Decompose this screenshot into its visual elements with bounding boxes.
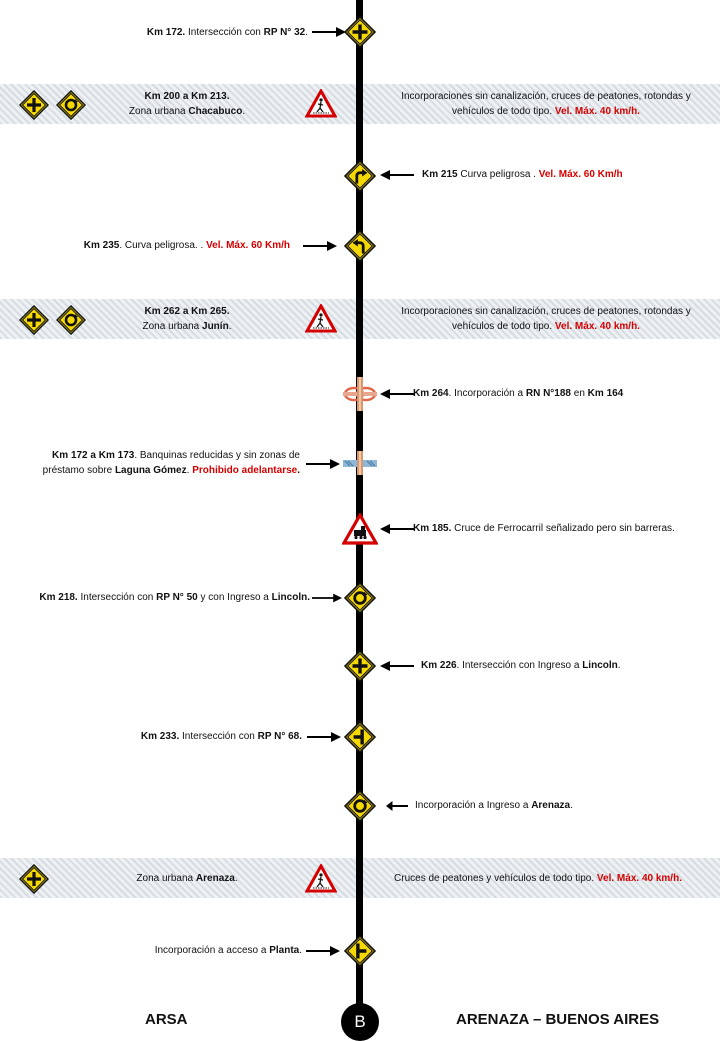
entry-ingreso-arenaza-label: Incorporación a Ingreso a Arenaza. — [415, 800, 573, 811]
railroad-crossing-sign-icon — [342, 513, 378, 546]
band-arenaza-right: Cruces de peatones y vehículos de todo tipo. Vel. Máx. 40 km/h. — [394, 873, 682, 884]
entry-km226-label: Km 226. Intersección con Ingreso a Lincoln. — [421, 660, 621, 671]
roundabout-sign-icon — [56, 305, 86, 335]
entry-km215-label: Km 215 Curva peligrosa . Vel. Máx. 60 Km/h — [422, 169, 623, 180]
entry-km172-label: Km 172. Intersección con RP N° 32. — [146, 27, 308, 38]
pedestrian-crossing-sign-icon — [305, 864, 337, 894]
interchange-icon — [342, 377, 378, 411]
entry-km264-label: Km 264. Incorporación a RN N°188 en Km 164 — [413, 388, 624, 399]
band-junin-right: Incorporaciones sin canalización, cruces de peatones, rotondas y vehículos de todo tipo. Vel. Máx. 40 km/h. — [401, 306, 691, 332]
entry-km235-label: Km 235. Curva peligrosa. . Vel. Máx. 60 Km/h — [83, 240, 290, 251]
crossroads-sign-icon — [19, 864, 49, 894]
band-arenaza-center: Zona urbana Arenaza. — [136, 873, 238, 884]
arrow-left — [380, 170, 414, 180]
bridge-over-water-icon — [342, 451, 378, 475]
footer-origin-label: ARSA — [145, 1011, 188, 1028]
entry-km185-label: Km 185. Cruce de Ferrocarril señalizado pero sin barreras. — [413, 523, 675, 534]
curve-left-sign-icon — [344, 230, 376, 262]
band-chacabuco-center: Km 200 a Km 213. Zona urbana Chacabuco. — [128, 91, 246, 117]
arrow-right — [306, 459, 340, 469]
pedestrian-crossing-sign-icon — [305, 304, 337, 334]
side-road-sign-icon — [344, 721, 376, 753]
roundabout-sign-icon — [56, 90, 86, 120]
arrow-right — [312, 27, 346, 37]
arrow-left — [380, 389, 414, 399]
route-marker-b: B — [341, 1003, 379, 1041]
roundabout-sign-icon — [344, 790, 376, 822]
crossroads-sign-icon — [19, 305, 49, 335]
arrow-right — [312, 593, 342, 603]
band-chacabuco-right: Incorporaciones sin canalización, cruces de peatones, rotondas y vehículos de todo tipo. Vel. Máx. 40 km/h. — [401, 91, 691, 117]
arrow-right — [303, 241, 337, 251]
band-junin-center: Km 262 a Km 265. Zona urbana Junín. — [142, 306, 232, 332]
road-line — [356, 0, 363, 1010]
arrow-left — [380, 661, 414, 671]
crossroads-sign-icon — [344, 16, 376, 48]
side-road-sign-icon — [344, 935, 376, 967]
crossroads-sign-icon — [19, 90, 49, 120]
entry-laguna-gomez-label: Km 172 a Km 173. Banquinas reducidas y sin zonas de préstamo sobre Laguna Gómez. Prohibido adelantarse. — [42, 450, 300, 476]
arrow-left — [386, 801, 408, 811]
entry-km233-label: Km 233. Intersección con RP N° 68. — [140, 731, 302, 742]
curve-right-sign-icon — [344, 160, 376, 192]
entry-km218-label: Km 218. Intersección con RP N° 50 y con Ingreso a Lincoln. — [39, 592, 310, 603]
arrow-left — [380, 524, 414, 534]
arrow-right — [307, 732, 341, 742]
entry-planta-label: Incorporación a acceso a Planta. — [154, 945, 302, 956]
arrow-right — [306, 946, 340, 956]
roundabout-sign-icon — [344, 582, 376, 614]
footer-destination-label: ARENAZA – BUENOS AIRES — [456, 1011, 660, 1028]
pedestrian-crossing-sign-icon — [305, 89, 337, 119]
crossroads-sign-icon — [344, 650, 376, 682]
